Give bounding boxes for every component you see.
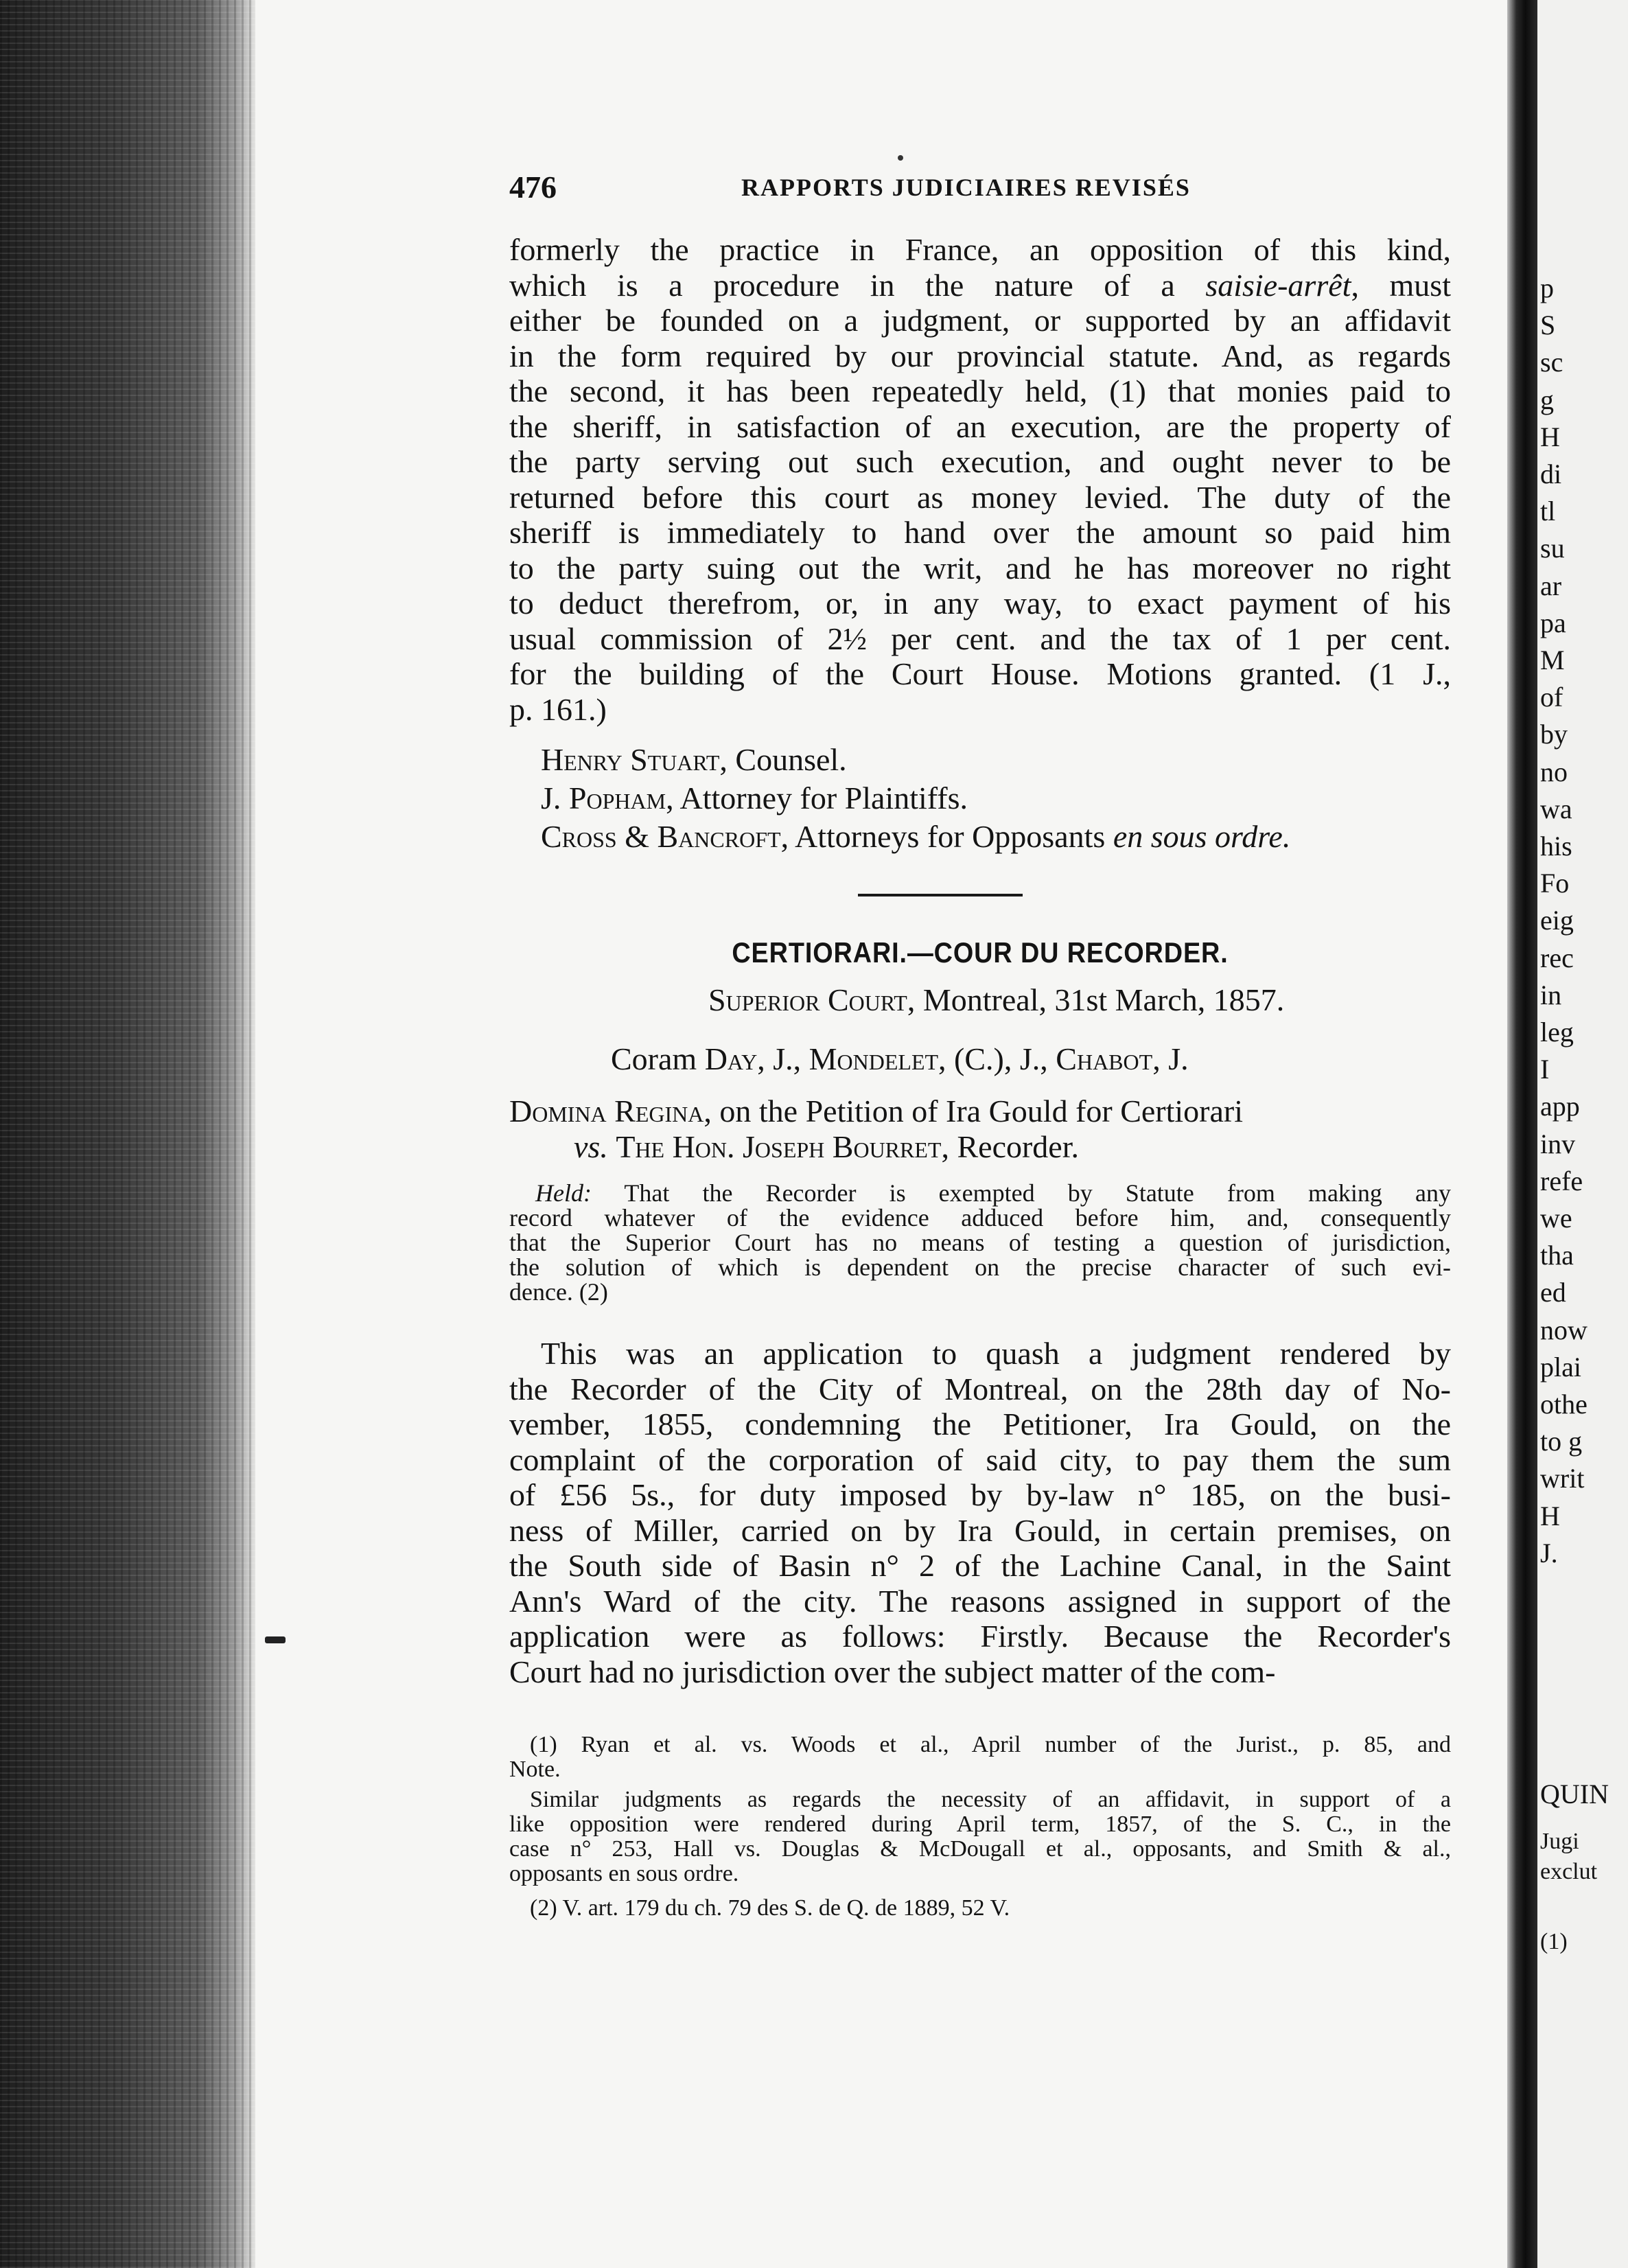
facing-page-fragment: wa	[1540, 793, 1572, 824]
footnote-line: (2) V. art. 179 du ch. 79 des S. de Q. de 1889, 52 V.	[530, 1895, 1010, 1921]
facing-page-fragment: Fo	[1540, 868, 1570, 899]
text-line: formerly the practice in France, an opposition of this kind,	[509, 232, 1451, 267]
facing-page-fragment: sc	[1540, 347, 1563, 378]
facing-page-fragment: S	[1540, 310, 1556, 341]
text-line: the sheriff, in satisfaction of an execution, are the property of	[509, 408, 1451, 444]
facing-page-fragment: othe	[1540, 1389, 1588, 1420]
section-divider	[858, 894, 1023, 896]
text-line: either be founded on a judgment, or supported by an affidavit	[509, 303, 1451, 338]
headnote-first-text: That the Recorder is exempted by Statute from making any	[624, 1179, 1452, 1207]
judge-day-sep: , J.,	[757, 1041, 809, 1076]
facing-page-edge	[1537, 0, 1628, 2268]
footnote-line: opposants en sous ordre.	[509, 1861, 739, 1886]
footnote-1	[509, 1733, 1451, 1782]
text-line: returned before this court as money levied. The duty of the	[509, 479, 1451, 515]
footnote-line: like opposition were rendered during April term, 1857, of the S. C., in the	[509, 1812, 1451, 1837]
facing-page-fragment: H	[1540, 421, 1560, 452]
facing-page-fragment: J.	[1540, 1537, 1558, 1569]
facing-page-fragment: writ	[1540, 1463, 1585, 1494]
judge-day: Day	[704, 1041, 758, 1076]
footnote-line: (1) Ryan et al. vs. Woods et al., April number of the Jurist., p. 85, and	[530, 1732, 1451, 1757]
judge-chabot: Chabot	[1056, 1041, 1153, 1076]
facing-page-fragment: pa	[1540, 607, 1566, 638]
case-heading: CERTIORARI.—COUR DU RECORDER.	[732, 936, 1229, 969]
headnote-line: dence. (2)	[509, 1278, 608, 1306]
plaintiff-attorney-name: J. Popham	[541, 780, 666, 815]
facing-page-fragment: ed	[1540, 1277, 1566, 1308]
text-line: complaint of the corporation of said city, to pay them the sum	[509, 1442, 1451, 1477]
judge-chabot-sep: , J.	[1152, 1041, 1189, 1076]
facing-page-fragment: by	[1540, 719, 1568, 750]
text-line: the party serving out such execution, and ought never to be	[509, 444, 1451, 479]
facing-page-fragment: to g	[1540, 1426, 1583, 1457]
coram-prefix: Coram	[611, 1041, 705, 1076]
text-line: sheriff is immediately to hand over the amount so paid him	[509, 515, 1451, 550]
facing-page-fragment: tl	[1540, 496, 1556, 527]
facing-page-fragment: di	[1540, 459, 1562, 489]
body-paragraph	[509, 1336, 1451, 1689]
party-line-petitioner	[509, 1093, 1243, 1129]
text-line: which is a procedure in the nature of a saisie-arrêt, must	[509, 267, 1451, 303]
text-line: This was an application to quash a judgment rendered by	[541, 1336, 1451, 1371]
opposant-attorneys-role-italic: en sous ordre.	[1113, 819, 1291, 854]
headnote-line	[509, 1181, 1451, 1205]
opposant-attorneys-role: , Attorneys for Opposants	[780, 819, 1113, 854]
text-line: in the form required by our provincial statute. And, as regards	[509, 338, 1451, 373]
headnote-line: that the Superior Court has no means of testing a question of jurisdiction,	[509, 1229, 1451, 1256]
text-line: the second, it has been repeatedly held, (1) that monies paid to	[509, 373, 1451, 408]
text-line: ness of Miller, carried on by Ira Gould, in certain premises, on	[509, 1512, 1451, 1548]
coram-line	[611, 1041, 1189, 1077]
opposant-attorneys-name: Cross & Bancroft	[541, 819, 781, 854]
headnote-line: record whatever of the evidence adduced before him, and, consequently	[509, 1204, 1451, 1231]
facing-page-fragment: no	[1540, 756, 1568, 787]
party-petitioner: Domina Regina	[509, 1094, 704, 1129]
text-line: application were as follows: Firstly. Because the Recorder's	[509, 1619, 1451, 1654]
footnote-line: Note.	[509, 1757, 561, 1782]
plaintiff-attorney-role: , Attorney for Plaintiffs.	[666, 780, 968, 815]
facing-page-fragment: tha	[1540, 1240, 1574, 1271]
footnote-1b	[509, 1787, 1451, 1886]
facing-page-fragment: p	[1540, 273, 1554, 303]
court-name: Superior Court	[708, 982, 907, 1017]
facing-page-fragment: ar	[1540, 570, 1562, 601]
judge-mondelet: Mondelet	[809, 1041, 939, 1076]
book-spine-shadow	[1507, 0, 1537, 2268]
facing-page-fragment: now	[1540, 1314, 1588, 1345]
facing-page-fragment: of	[1540, 682, 1563, 713]
facing-page-fragment: g	[1540, 384, 1554, 415]
counsel-name: Henry Stuart	[541, 742, 720, 777]
headnote	[509, 1181, 1451, 1304]
text-line: vember, 1855, condemning the Petitioner, Ira Gould, on the	[509, 1407, 1451, 1442]
party-line-respondent	[574, 1129, 1079, 1165]
counsel-role: , Counsel.	[719, 742, 847, 777]
facing-page-fragment: his	[1540, 831, 1572, 861]
text-line: of £56 5s., for duty imposed by by-law n° 185, on the busi-	[509, 1477, 1451, 1512]
text-line: for the building of the Court House. Motions granted. (1 J.,	[509, 656, 1451, 691]
headnote-line: the solution of which is dependent on the precise character of such evi-	[509, 1253, 1451, 1281]
facing-page-fragment: inv	[1540, 1128, 1576, 1159]
facing-page-fragment: plai	[1540, 1351, 1581, 1382]
facing-page-fragment: app	[1540, 1091, 1580, 1122]
text-line: to deduct therefrom, or, in any way, to exact payment of his	[509, 586, 1451, 621]
facing-page-fragment: rec	[1540, 942, 1574, 973]
text-line: to the party suing out the writ, and he has moreover no right	[509, 550, 1451, 586]
headnote-label: Held:	[535, 1179, 592, 1207]
facing-page-fragment: exclut	[1540, 1859, 1598, 1884]
running-title: RAPPORTS JUDICIAIRES REVISÉS	[741, 174, 1191, 201]
party-respondent-rest: , Recorder.	[941, 1129, 1079, 1164]
page-number: 476	[509, 170, 557, 205]
facing-page-fragment: eig	[1540, 905, 1574, 936]
facing-page-fragment: refe	[1540, 1165, 1583, 1196]
facing-page-fragment: I	[1540, 1054, 1550, 1085]
judge-mondelet-sep: , (C.), J.,	[938, 1041, 1056, 1076]
facing-page-fragment: su	[1540, 533, 1565, 564]
court-place-date: , Montreal, 31st March, 1857.	[907, 982, 1285, 1017]
text-line: p. 161.)	[509, 691, 607, 727]
footnote-line: case n° 253, Hall vs. Douglas & McDougall et al., opposants, and Smith & al.,	[509, 1836, 1451, 1862]
facing-page-fragment: M	[1540, 645, 1565, 675]
text-line: Ann's Ward of the city. The reasons assigned in support of the	[509, 1583, 1451, 1619]
signature-opposant-attorneys	[541, 818, 1290, 855]
footnote-line: Similar judgments as regards the necessity of an affidavit, in support of a	[530, 1787, 1451, 1812]
text-line: usual commission of 2½ per cent. and the tax of 1 per cent.	[509, 621, 1451, 656]
versus: vs.	[574, 1129, 608, 1164]
facing-page-fragment: (1)	[1540, 1929, 1568, 1954]
footnote-2	[509, 1896, 1451, 1921]
text-line: Court had no jurisdiction over the subject matter of the com-	[509, 1654, 1276, 1689]
italic-term: saisie-arrêt	[1205, 267, 1351, 303]
party-petitioner-rest: , on the Petition of Ira Gould for Certiorari	[703, 1094, 1244, 1129]
facing-page-fragment: Jugi	[1540, 1829, 1579, 1854]
court-line	[708, 982, 1284, 1018]
facing-page-fragment: H	[1540, 1500, 1560, 1531]
facing-page-fragment: leg	[1540, 1017, 1574, 1048]
party-respondent: The Hon. Joseph Bourret	[616, 1129, 942, 1164]
facing-page-fragment: QUIN	[1540, 1779, 1609, 1809]
signature-plaintiff-attorney	[541, 780, 968, 816]
facing-page-fragment: we	[1540, 1203, 1572, 1234]
opening-paragraph	[509, 232, 1451, 727]
signature-counsel	[541, 741, 847, 778]
text-line: the Recorder of the City of Montreal, on the 28th day of No-	[509, 1371, 1451, 1407]
text-line: the South side of Basin n° 2 of the Lachine Canal, in the Saint	[509, 1548, 1451, 1583]
facing-page-fragment: in	[1540, 979, 1562, 1010]
